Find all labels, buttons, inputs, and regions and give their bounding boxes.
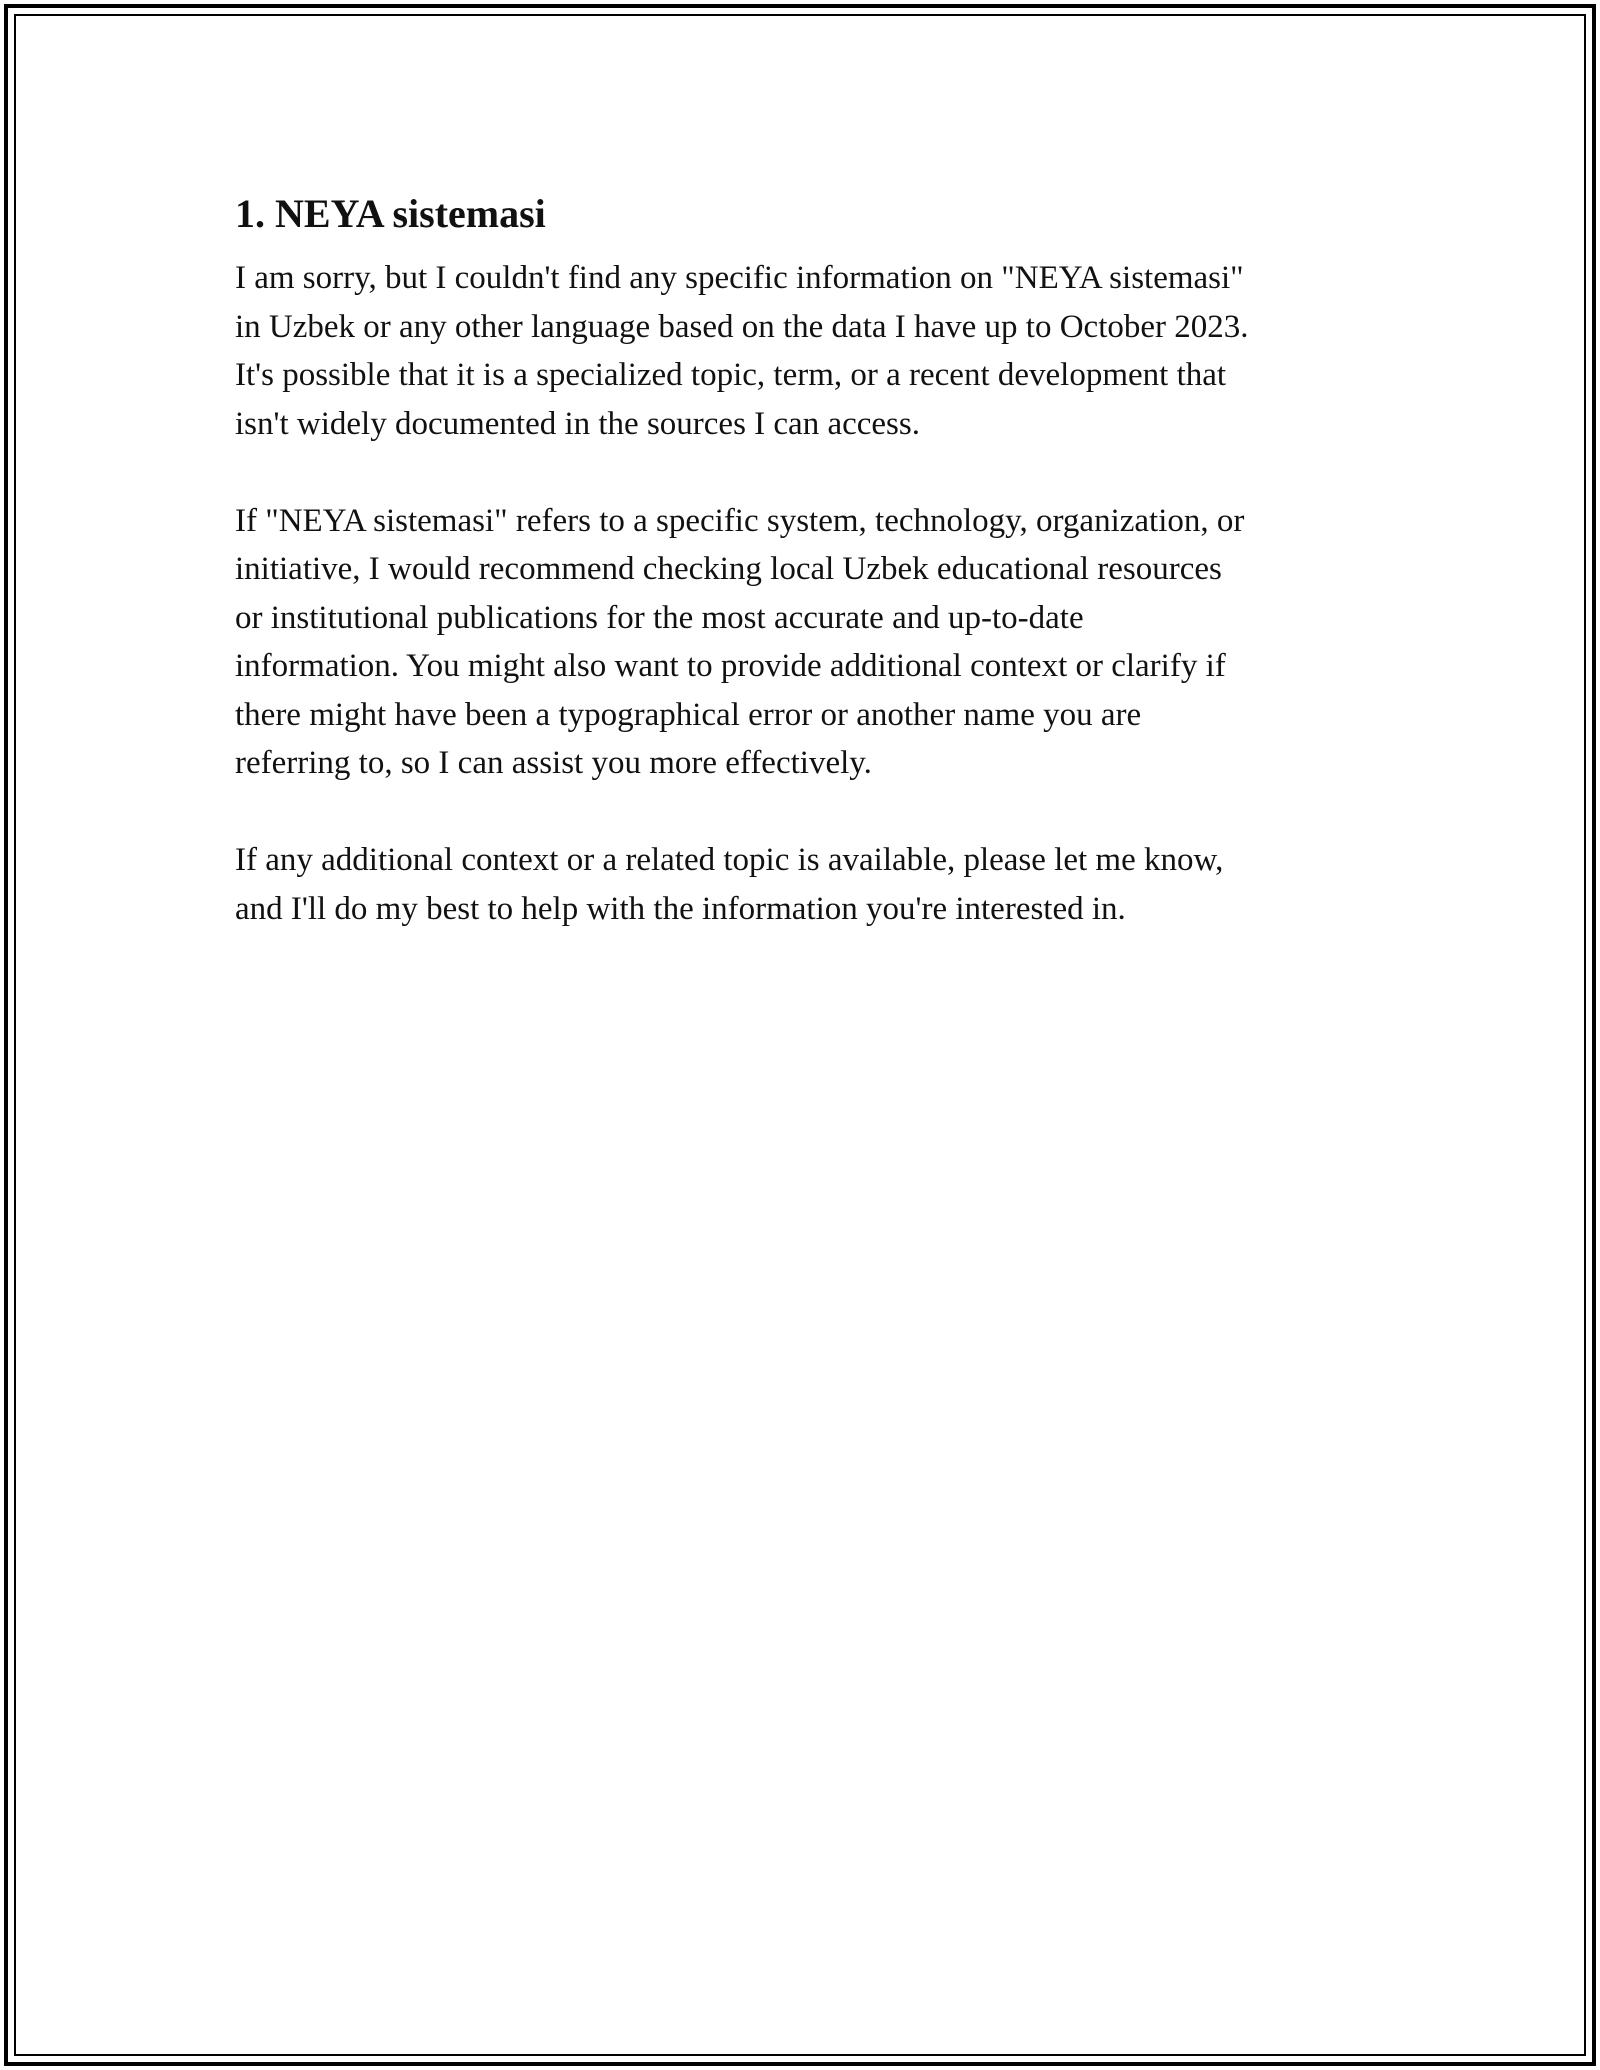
paragraph-line: or institutional publications for the most accurate and up-to-date xyxy=(235,599,1084,636)
paragraph-line: I am sorry, but I couldn't find any specific information on "NEYA sistemasi" xyxy=(235,260,1244,296)
paragraph-2 xyxy=(235,497,1385,788)
paragraph-line: in Uzbek or any other language based on the data I have up to October 2023. xyxy=(235,308,1249,345)
paragraph-3 xyxy=(235,836,1385,933)
paragraph-line: isn't widely documented in the sources I can access. xyxy=(235,405,920,442)
paragraph-line: If "NEYA sistemasi" refers to a specific system, technology, organization, or xyxy=(235,502,1245,539)
paragraph-line: It's possible that it is a specialized topic, term, or a recent development that xyxy=(235,357,1227,393)
paragraph-line: initiative, I would recommend checking local Uzbek educational resources xyxy=(235,551,1222,587)
section-heading: 1. NEYA sistemasi xyxy=(235,191,546,236)
paragraph-line: If any additional context or a related topic is available, please let me know, xyxy=(235,842,1224,878)
paragraph-line: referring to, so I can assist you more effectively. xyxy=(235,745,872,781)
paragraph-line: information. You might also want to provide additional context or clarify if xyxy=(235,648,1226,684)
paragraph-line: there might have been a typographical error or another name you are xyxy=(235,696,1142,733)
paragraph-line: and I'll do my best to help with the information you're interested in. xyxy=(235,890,1126,927)
paragraph-1 xyxy=(235,254,1385,448)
document-body xyxy=(235,182,1385,982)
